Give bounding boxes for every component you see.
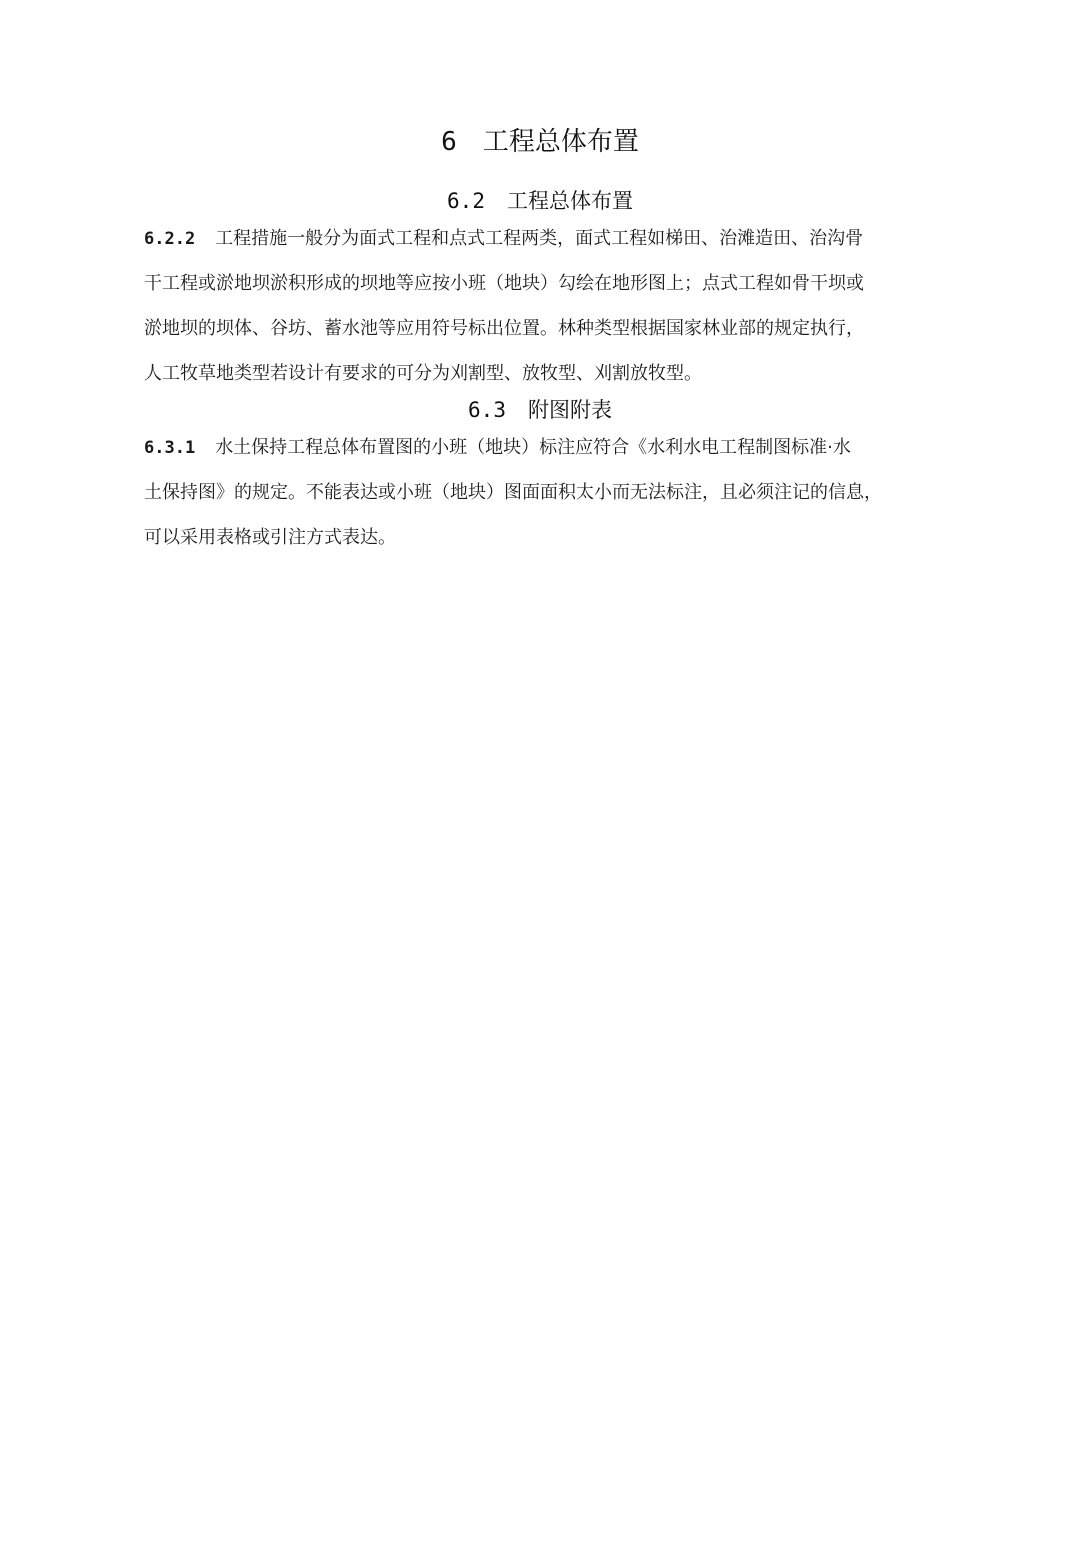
section-title-6-3 bbox=[0, 395, 1080, 425]
section-number: 6.2 bbox=[447, 189, 485, 213]
clause-number: 6.3.1 bbox=[144, 438, 196, 458]
clause-line: 土保持图》的规定。不能表达或小班（地块）图面面积太小而无法标注，且必须注记的信息， bbox=[144, 482, 882, 503]
section-title-text: 附图附表 bbox=[527, 398, 612, 422]
chapter-title bbox=[0, 124, 1080, 160]
clause-line: 人工牧草地类型若设计有要求的可分为刈割型、放牧型、刈割放牧型。 bbox=[144, 363, 702, 384]
chapter-number: 6 bbox=[441, 127, 457, 157]
clause-text: 水土保持工程总体布置图的小班（地块）标注应符合《水利水电工程制图标准·水 bbox=[215, 437, 851, 458]
section-title-6-2 bbox=[0, 186, 1080, 216]
clause-6-3-1 bbox=[144, 425, 944, 560]
section-title-text: 工程总体布置 bbox=[506, 189, 633, 213]
clause-line: 干工程或淤地坝淤积形成的坝地等应按小班（地块）勾绘在地形图上；点式工程如骨干坝或 bbox=[144, 273, 864, 294]
clause-text: 工程措施一般分为面式工程和点式工程两类，面式工程如梯田、治滩造田、治沟骨 bbox=[215, 228, 864, 249]
clause-6-2-2 bbox=[144, 216, 944, 396]
clause-line: 淤地坝的坝体、谷坊、蓄水池等应用符号标出位置。林种类型根据国家林业部的规定执行， bbox=[144, 318, 864, 339]
clause-line bbox=[144, 425, 944, 470]
clause-line: 可以采用表格或引注方式表达。 bbox=[144, 527, 396, 548]
chapter-title-text: 工程总体布置 bbox=[482, 127, 639, 157]
section-number: 6.3 bbox=[468, 398, 506, 422]
clause-line bbox=[144, 216, 944, 261]
clause-number: 6.2.2 bbox=[144, 229, 196, 249]
